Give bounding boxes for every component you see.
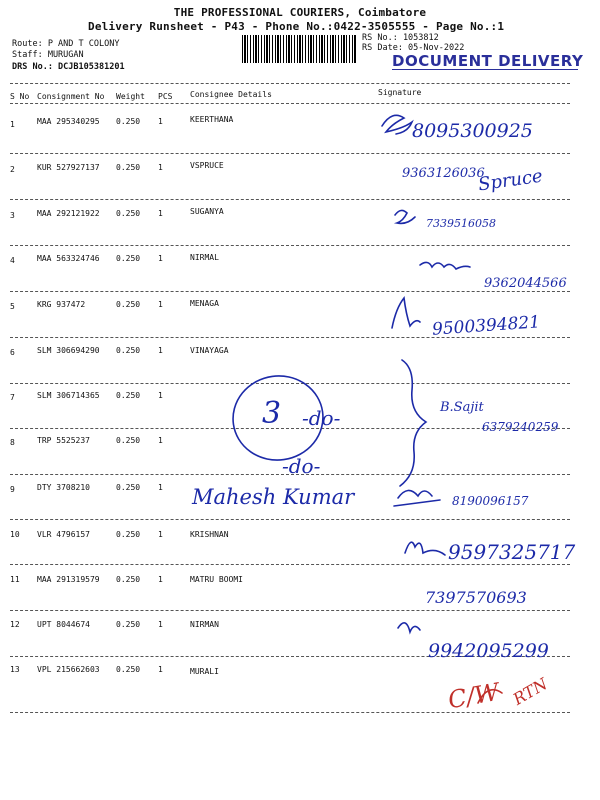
row-sno: 8 (10, 438, 15, 447)
col-consignment: Consignment No (37, 92, 105, 101)
handwritten-ditto-2: -do- (282, 454, 321, 478)
row-consignment: SLM 306694290 (37, 346, 100, 355)
row-pcs: 1 (158, 530, 163, 539)
row-weight: 0.250 (116, 163, 141, 172)
row-weight: 0.250 (116, 436, 141, 445)
header-bottom-rule (10, 103, 570, 104)
rs-number: RS No.: 1053812 (362, 33, 439, 43)
row-consignee: KRISHNAN (190, 530, 229, 539)
row-pcs: 1 (158, 436, 163, 445)
header-top-rule (10, 83, 570, 84)
handwritten-word-row2: Spruce (476, 165, 544, 196)
row-consignee: MATRU BOOMI (190, 575, 243, 584)
row-consignee: MURALI (190, 667, 219, 676)
staff-label: Staff: MURUGAN (12, 50, 84, 60)
row-pcs: 1 (158, 665, 163, 674)
handwritten-phone-row3: 7339516058 (426, 217, 496, 230)
row-consignee: VSPRUCE (190, 161, 224, 170)
row-weight: 0.250 (116, 483, 141, 492)
row-divider (10, 291, 570, 292)
row-sno: 9 (10, 485, 15, 494)
col-signature: Signature (378, 88, 422, 97)
handwritten-phone-row2: 9363126036 (402, 166, 485, 181)
row-consignee: SUGANYA (190, 207, 224, 216)
row-consignment: MAA 563324746 (37, 254, 100, 263)
row-weight: 0.250 (116, 117, 141, 126)
row-consignment: TRP 5525237 (37, 436, 90, 445)
handwritten-ditto-1: -do- (302, 406, 341, 430)
row-divider (10, 153, 570, 154)
signature-scribble-row5 (392, 298, 420, 328)
handwritten-phone-row7: 6379240259 (482, 420, 559, 434)
handwritten-phone-row4: 9362044566 (484, 276, 567, 291)
row-sno: 4 (10, 256, 15, 265)
row-consignee: NIRMAL (190, 253, 219, 262)
company-title: THE PROFESSIONAL COURIERS, Coimbatore (173, 6, 427, 19)
row-divider (10, 712, 570, 713)
signature-scribble-row9 (394, 490, 440, 506)
drs-number: DRS No.: DCJB105381201 (12, 62, 125, 72)
row-pcs: 1 (158, 483, 163, 492)
stamp-underline (392, 69, 578, 70)
row-consignee: KEERTHANA (190, 115, 234, 124)
document-delivery-stamp: DOCUMENT DELIVERY (392, 52, 584, 70)
row-weight: 0.250 (116, 530, 141, 539)
handwritten-phone-row12: 9942095299 (428, 640, 549, 662)
row-consignment: KRG 937472 (37, 300, 86, 309)
row-consignment: MAA 295340295 (37, 117, 100, 126)
row-consignment: SLM 306714365 (37, 391, 100, 400)
row-divider (10, 519, 570, 520)
row-consignment: KUR 527927137 (37, 163, 100, 172)
row-consignment: MAA 292121922 (37, 209, 100, 218)
handwritten-circled-number: 3 (262, 396, 282, 431)
col-sno: S No (10, 92, 30, 101)
row-pcs: 1 (158, 346, 163, 355)
row-divider (10, 199, 570, 200)
signature-scribble-row10 (405, 542, 445, 555)
row-weight: 0.250 (116, 620, 141, 629)
row-sno: 2 (10, 165, 15, 174)
handwritten-name-row7: B.Sajit (440, 400, 484, 415)
col-weight: Weight (116, 92, 145, 101)
row-weight: 0.250 (116, 391, 141, 400)
row-consignee: NIRMAN (190, 620, 219, 629)
row-sno: 11 (10, 575, 20, 584)
row-sno: 13 (10, 665, 20, 674)
row-pcs: 1 (158, 209, 163, 218)
row-consignment: MAA 291319579 (37, 575, 100, 584)
row-pcs: 1 (158, 575, 163, 584)
row-divider (10, 383, 570, 384)
row-divider (10, 610, 570, 611)
row-consignment: UPT 8044674 (37, 620, 90, 629)
row-pcs: 1 (158, 620, 163, 629)
signature-scribble-row4 (420, 262, 470, 269)
row-sno: 5 (10, 302, 15, 311)
row-pcs: 1 (158, 391, 163, 400)
row-consignee: VINAYAGA (190, 346, 229, 355)
col-consignee: Consignee Details (190, 90, 272, 99)
handwritten-phone-row9: 8190096157 (452, 494, 529, 508)
signature-scribble-row12 (398, 623, 420, 632)
row-weight: 0.250 (116, 665, 141, 674)
row-sno: 6 (10, 348, 15, 357)
row-weight: 0.250 (116, 346, 141, 355)
handwritten-cw-mark: C/W (445, 677, 502, 715)
handwritten-phone-row10: 9597325717 (448, 540, 576, 564)
handwritten-phone-row5: 9500394821 (431, 312, 541, 340)
row-sno: 3 (10, 211, 15, 220)
row-sno: 7 (10, 393, 15, 402)
row-sno: 10 (10, 530, 20, 539)
row-divider (10, 245, 570, 246)
signature-scribble-row3 (395, 210, 415, 223)
runsheet-title: Delivery Runsheet - P43 - Phone No.:0422-3505555 - Page No.:1 (88, 20, 505, 33)
rs-date: RS Date: 05-Nov-2022 (362, 43, 465, 53)
handwritten-rtn-mark: RTN (509, 674, 551, 709)
row-consignment: VPL 215662603 (37, 665, 100, 674)
route-label: Route: P AND T COLONY (12, 39, 120, 49)
row-divider (10, 564, 570, 565)
row-weight: 0.250 (116, 300, 141, 309)
row-pcs: 1 (158, 254, 163, 263)
row-weight: 0.250 (116, 209, 141, 218)
signature-scribble-row1 (382, 115, 412, 134)
barcode (242, 35, 357, 63)
handwritten-phone-row1: 8095300925 (412, 120, 533, 142)
row-sno: 12 (10, 620, 20, 629)
row-consignee: MENAGA (190, 299, 219, 308)
bracket-mark (400, 360, 426, 486)
handwritten-phone-row11: 7397570693 (425, 588, 527, 607)
row-pcs: 1 (158, 163, 163, 172)
col-pcs: PCS (158, 92, 173, 101)
row-consignment: VLR 4796157 (37, 530, 90, 539)
row-pcs: 1 (158, 300, 163, 309)
row-sno: 1 (10, 120, 15, 129)
row-consignment: DTY 3708210 (37, 483, 90, 492)
row-pcs: 1 (158, 117, 163, 126)
row-weight: 0.250 (116, 254, 141, 263)
row-divider (10, 337, 570, 338)
handwritten-name-row9: Mahesh Kumar (192, 485, 355, 509)
row-weight: 0.250 (116, 575, 141, 584)
